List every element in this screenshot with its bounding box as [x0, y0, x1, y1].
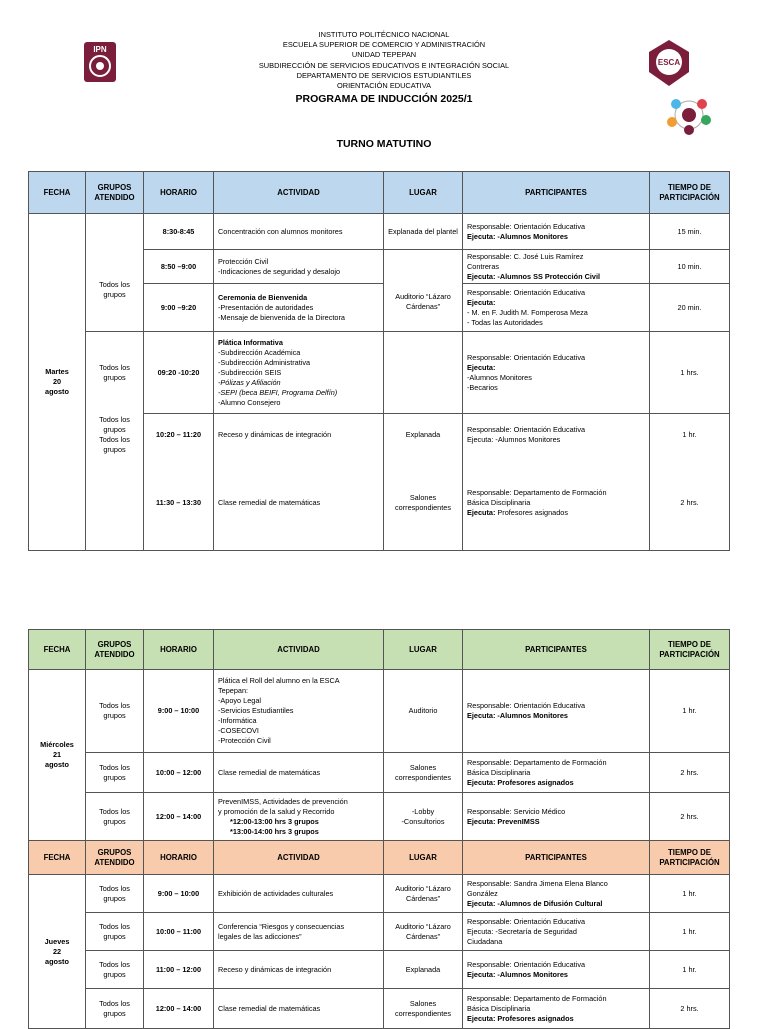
document-header	[0, 30, 768, 150]
table-row: Todos los grupos 10:00 – 11:00 Conferencia “Riesgos y consecuencias legales de las adicciones” Auditorio “Lázaro Cárdenas” Responsable: Orientación Educativa Ejecuta: -Secretaría de Seguridad Ciudadana 1 hr.	[29, 913, 730, 951]
table-row: Todos los grupos 11:00 – 12:00 Receso y dinámicas de integración Explanada Responsable: Orientación Educativa Ejecuta: -Alumnos Monitores 1 hr.	[29, 951, 730, 989]
svg-text:ESCA: ESCA	[657, 58, 681, 67]
table-row: Miércoles 21 agosto Todos los grupos 9:00 – 10:00 Plática el Roll del alumno en la ESCA Tepepan: -Apoyo Legal -Servicios Estudiantiles -Informática -COSECOVI -Protección Civil Auditorio Responsable: Orientación Educativa Ejecuta: -Alumnos Monitores 1 hr.	[29, 670, 730, 753]
col-tiempo: TIEMPO DE PARTICIPACIÓN	[650, 172, 730, 214]
table-row: Todos los grupos Todos los grupos 10:20 – 11:20 Receso y dinámicas de integración Explanada Responsable: Orientación Educativa Ejecuta: -Alumnos Monitores 1 hr.	[29, 414, 730, 456]
shift-title: TURNO MATUTINO	[336, 138, 432, 150]
fecha-cell: Jueves 22 agosto	[29, 875, 86, 1029]
col-participantes: PARTICIPANTES	[463, 172, 650, 214]
table-row: Todos los grupos 12:00 – 14:00 Clase remedial de matemáticas Salones correspondientes Responsable: Departamento de Formación Básica Disciplinaria Ejecuta: Profesores asignados 2 hrs.	[29, 989, 730, 1029]
table-row: Martes 20 agosto 8:30-8:45 Concentración con alumnos monitores Explanada del plantel Responsable: Orientación Educativa Ejecuta: -Alumnos Monitores 15 min.	[29, 214, 730, 250]
table-row: 9:00 –9:20 Ceremonia de Bienvenida -Presentación de autoridades -Mensaje de bienvenida de la Directora Responsable: Orientación Educativa Ejecuta: - M. en F. Judith M. Fomperosa Meza - Todas las Autoridades 20 min.	[29, 284, 730, 332]
col-horario: HORARIO	[144, 172, 214, 214]
table-header-row: FECHA GRUPOS ATENDIDO HORARIO ACTIVIDAD LUGAR PARTICIPANTES TIEMPO DE PARTICIPACIÓN	[29, 630, 730, 670]
table-row: Todos los grupos 12:00 – 14:00 PrevenIMSS, Actividades de prevención y promoción de la salud y Recorrido *12:00-13:00 hrs 3 grupos *13:00-14:00 hrs 3 grupos -Lobby -Consultorios Responsable: Servicio Médico Ejecuta: PrevenIMSS 2 hrs.	[29, 793, 730, 841]
table-header-row	[29, 172, 730, 214]
header-line: DEPARTAMENTO DE SERVICIOS ESTUDIANTILES	[296, 70, 472, 80]
header-line: ESCUELA SUPERIOR DE COMERCIO Y ADMINISTRACIÓN	[282, 40, 486, 50]
program-title: PROGRAMA DE INDUCCIÓN 2025/1	[295, 93, 473, 106]
table-row: 11:30 – 13:30 Clase remedial de matemáticas Salones correspondientes Responsable: Departamento de Formación Básica Disciplinaria Ejecuta: Profesores asignados 2 hrs.	[29, 456, 730, 551]
schedule-table-miercoles-jueves	[28, 629, 730, 1029]
table-row: Todos los grupos 8:50 –9:00 Protección Civil -Indicaciones de seguridad y desalojo Responsable: C. José Luis Ramírez Contreras Ejecuta: -Alumnos SS Protección Civil 10 min.	[29, 250, 730, 284]
col-lugar: LUGAR	[384, 172, 463, 214]
schedule-table-martes	[28, 171, 730, 551]
table-row: Todos los grupos 10:00 – 12:00 Clase remedial de matemáticas Salones correspondientes Responsable: Departamento de Formación Básica Disciplinaria Ejecuta: Profesores asignados 2 hrs.	[29, 753, 730, 793]
header-line: INSTITUTO POLITÉCNICO NACIONAL	[318, 30, 450, 39]
header-line: ORIENTACIÓN EDUCATIVA	[336, 81, 432, 91]
col-actividad: ACTIVIDAD	[214, 172, 384, 214]
fecha-cell: Miércoles 21 agosto	[29, 670, 86, 841]
header-line: SUBDIRECCIÓN DE SERVICIOS EDUCATIVOS E INTEGRACIÓN SOCIAL	[258, 60, 510, 70]
table-row: Todos los grupos 09:20 -10:20 Plática Informativa -Subdirección Académica -Subdirección Administrativa -Subdirección SEIS -Pólizas y Afiliación -SEPI (beca BEIFI, Programa Delfín) -Alumno Consejero Auditorio “Lázaro Cárdenas” Responsable: Orientación Educativa Ejecuta: -Alumnos Monitores -Becarios 1 hrs.	[29, 332, 730, 414]
table-header-row: FECHA GRUPOS ATENDIDO HORARIO ACTIVIDAD LUGAR PARTICIPANTES TIEMPO DE PARTICIPACIÓN	[29, 841, 730, 875]
col-grupos: GRUPOS ATENDIDO	[86, 172, 144, 214]
col-fecha: FECHA	[29, 172, 86, 214]
header-line: UNIDAD TEPEPAN	[351, 50, 417, 60]
svg-text:IPN: IPN	[93, 45, 107, 54]
table-row: Jueves 22 agosto Todos los grupos 9:00 – 10:00 Exhibición de actividades culturales Auditorio “Lázaro Cárdenas” Responsable: Sandra Jimena Elena Blanco González Ejecuta: -Alumnos de Difusión Cultural 1 hr.	[29, 875, 730, 913]
fecha-cell: Martes 20 agosto	[29, 214, 86, 551]
grupos-cell: Todos los grupos	[86, 250, 144, 332]
